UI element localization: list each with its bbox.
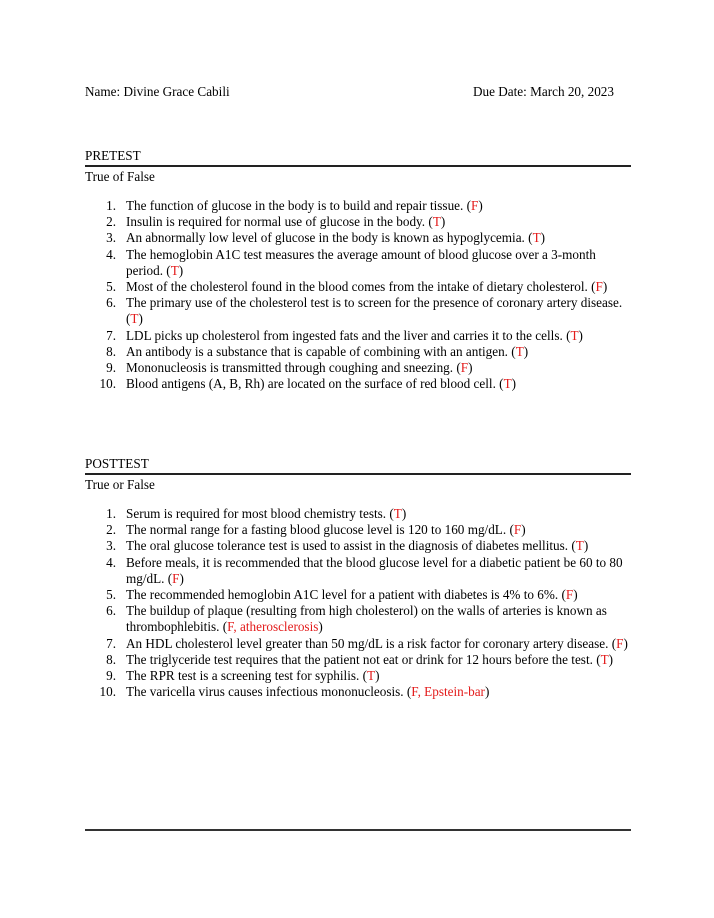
footer-divider — [85, 829, 631, 831]
item-text: The normal range for a fasting blood glucose level is 120 to 160 mg/dL. — [126, 522, 510, 538]
item-number: 9. — [106, 668, 116, 684]
list-item: 5. The recommended hemoglobin A1C level for a patient with diabetes is 4% to 6%. (F) — [85, 587, 631, 603]
item-number: 4. — [106, 246, 116, 262]
item-text: An antibody is a substance that is capable of combining with an antigen. — [126, 343, 512, 359]
list-item: 6. The primary use of the cholesterol test is to screen for the presence of coronary artery disease. (T) — [85, 295, 631, 327]
item-text: Before meals, it is recommended that the blood glucose level for a diabetic patient be 60 to 80 mg/dL. — [126, 554, 623, 586]
answer: T — [130, 311, 139, 327]
item-text: The oral glucose tolerance test is used to assist in the diagnosis of diabetes mellitus. — [126, 538, 572, 554]
answer: F — [565, 587, 574, 603]
item-text: The primary use of the cholesterol test is to screen for the presence of coronary artery disease. — [126, 295, 623, 311]
item-text: Blood antigens (A, B, Rh) are located on the surface of red blood cell. — [126, 376, 500, 392]
item-text: LDL picks up cholesterol from ingested fats and the liver and carries it to the cells. — [126, 327, 567, 343]
item-number: 10. — [99, 684, 116, 700]
answer: T — [570, 327, 579, 343]
list-item: 2. The normal range for a fasting blood glucose level is 120 to 160 mg/dL. (F) — [85, 522, 631, 538]
item-text: Most of the cholesterol found in the blood comes from the intake of dietary cholesterol. — [126, 279, 592, 295]
item-number: 8. — [106, 343, 116, 359]
item-number: 5. — [106, 279, 116, 295]
answer: F, atherosclerosis — [227, 619, 319, 635]
list-item: 3. The oral glucose tolerance test is used to assist in the diagnosis of diabetes mellitus. (T) — [85, 538, 631, 554]
item-number: 6. — [106, 603, 116, 619]
pretest-subtitle: True of False — [85, 169, 155, 184]
pretest-list — [85, 198, 631, 392]
answer: F — [513, 522, 522, 538]
list-item: 8. The triglyceride test requires that the patient not eat or drink for 12 hours before the test. (T) — [85, 652, 631, 668]
item-text: Insulin is required for normal use of glucose in the body. — [126, 214, 429, 230]
answer: T — [503, 376, 512, 392]
list-item: 2. Insulin is required for normal use of glucose in the body. (T) — [85, 214, 631, 230]
pretest-title: PRETEST — [85, 148, 141, 163]
item-number: 2. — [106, 522, 116, 538]
item-number: 8. — [106, 651, 116, 667]
answer: T — [600, 651, 609, 667]
item-number: 5. — [106, 587, 116, 603]
item-number: 4. — [106, 554, 116, 570]
pretest-divider — [85, 165, 631, 167]
posttest-list — [85, 506, 631, 700]
list-item: 7. LDL picks up cholesterol from ingested fats and the liver and carries it to the cells. (T) — [85, 328, 631, 344]
item-text: The RPR test is a screening test for syphilis. — [126, 668, 363, 684]
list-item: 1. Serum is required for most blood chemistry tests. (T) — [85, 506, 631, 522]
item-text: The recommended hemoglobin A1C level for a patient with diabetes is 4% to 6%. — [126, 587, 562, 603]
list-item: 5. Most of the cholesterol found in the blood comes from the intake of dietary cholesterol. (F) — [85, 279, 631, 295]
item-number: 2. — [106, 214, 116, 230]
document-header — [85, 84, 614, 102]
list-item: 10. The varicella virus causes infectious mononucleosis. (F, Epstein-bar) — [85, 684, 631, 700]
item-number: 10. — [99, 376, 116, 392]
answer: T — [393, 506, 402, 521]
posttest-section — [85, 455, 631, 700]
item-number: 3. — [106, 230, 116, 246]
item-number: 1. — [106, 506, 116, 521]
answer: T — [432, 214, 441, 230]
item-number: 7. — [106, 635, 116, 651]
answer: T — [515, 343, 524, 359]
item-text: The hemoglobin A1C test measures the average amount of blood glucose over a 3-month period. — [126, 246, 596, 278]
posttest-divider — [85, 473, 631, 475]
item-number: 3. — [106, 538, 116, 554]
answer: F — [172, 570, 180, 586]
answer: T — [367, 668, 376, 684]
answer: F — [595, 279, 603, 295]
answer: T — [575, 538, 584, 554]
student-name: Name: Divine Grace Cabili — [85, 84, 230, 99]
pretest-section — [85, 147, 631, 392]
due-date: Due Date: March 20, 2023 — [473, 84, 614, 99]
answer: T — [532, 230, 541, 246]
list-item: 3. An abnormally low level of glucose in the body is known as hypoglycemia. (T) — [85, 230, 631, 246]
item-text: The buildup of plaque (resulting from high cholesterol) on the walls of arteries is known as thrombophlebitis. — [126, 603, 607, 635]
answer: F — [616, 635, 624, 651]
item-text: Serum is required for most blood chemistry tests. — [126, 506, 390, 521]
list-item: 4. The hemoglobin A1C test measures the average amount of blood glucose over a 3-month period. (T) — [85, 247, 631, 279]
item-number: 9. — [106, 360, 116, 376]
item-text: The triglyceride test requires that the patient not eat or drink for 12 hours before the test. — [126, 651, 597, 667]
answer: F — [471, 198, 479, 213]
answer: T — [170, 262, 179, 278]
item-text: An abnormally low level of glucose in the body is known as hypoglycemia. — [126, 230, 529, 246]
list-item: 10. Blood antigens (A, B, Rh) are located on the surface of red blood cell. (T) — [85, 376, 631, 392]
answer: F, Epstein-bar — [411, 684, 485, 700]
list-item: 7. An HDL cholesterol level greater than 50 mg/dL is a risk factor for coronary artery disease. (F) — [85, 636, 631, 652]
list-item: 6. The buildup of plaque (resulting from high cholesterol) on the walls of arteries is known as thrombophlebitis. (F, atherosclerosis) — [85, 603, 631, 635]
list-item: 4. Before meals, it is recommended that the blood glucose level for a diabetic patient be 60 to 80 mg/dL. (F) — [85, 555, 631, 587]
list-item: 9. Mononucleosis is transmitted through coughing and sneezing. (F) — [85, 360, 631, 376]
item-number: 7. — [106, 327, 116, 343]
list-item: 1. The function of glucose in the body is to build and repair tissue. (F) — [85, 198, 631, 214]
list-item: 8. An antibody is a substance that is capable of combining with an antigen. (T) — [85, 344, 631, 360]
list-item: 9. The RPR test is a screening test for syphilis. (T) — [85, 668, 631, 684]
item-number: 6. — [106, 295, 116, 311]
answer: F — [460, 360, 469, 376]
item-text: The varicella virus causes infectious mononucleosis. — [126, 684, 407, 700]
item-text: An HDL cholesterol level greater than 50 mg/dL is a risk factor for coronary artery disease. — [126, 635, 612, 651]
posttest-subtitle: True or False — [85, 477, 155, 492]
posttest-title: POSTTEST — [85, 456, 149, 471]
item-text: Mononucleosis is transmitted through coughing and sneezing. — [126, 360, 457, 376]
item-number: 1. — [106, 198, 116, 213]
item-text: The function of glucose in the body is to build and repair tissue. — [126, 198, 467, 213]
